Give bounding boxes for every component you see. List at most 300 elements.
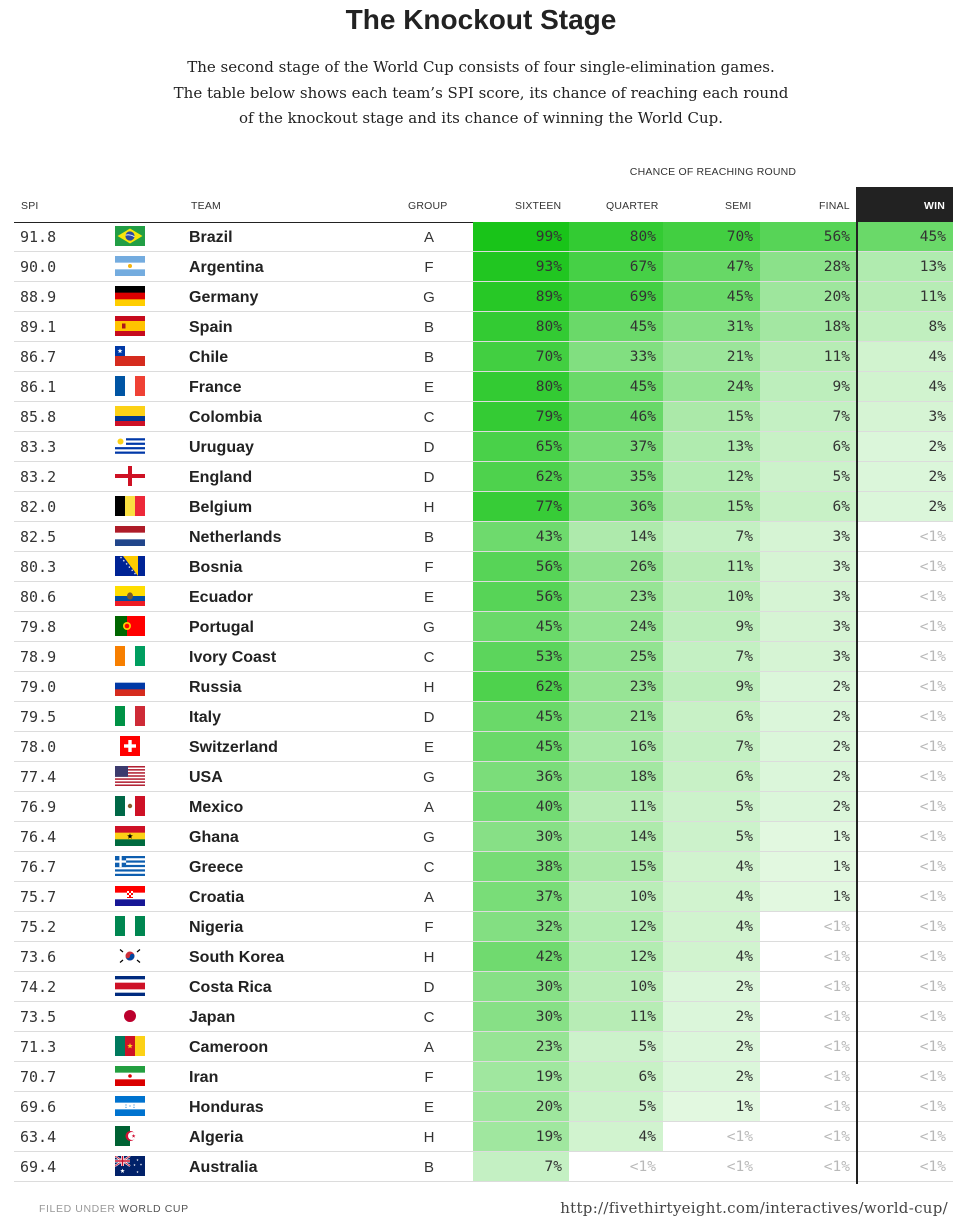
- group-letter: F: [424, 259, 434, 276]
- team-name: Japan: [189, 1009, 236, 1026]
- quarter-chance: 35%: [569, 462, 663, 491]
- filed-under: [39, 1203, 189, 1215]
- table-row: [14, 702, 953, 732]
- group-letter: G: [423, 829, 435, 846]
- australia-flag: [115, 1156, 145, 1176]
- sixteen-chance: 53%: [473, 642, 569, 671]
- quarter-chance: 33%: [569, 342, 663, 371]
- quarter-chance: 46%: [569, 402, 663, 431]
- table-row: [14, 432, 953, 462]
- win-chance: <1%: [857, 912, 953, 941]
- netherlands-flag: [115, 526, 145, 546]
- semi-chance: 13%: [663, 432, 760, 461]
- group-letter: H: [423, 949, 435, 966]
- win-chance: <1%: [857, 732, 953, 761]
- france-flag: [115, 376, 145, 396]
- sixteen-chance: 62%: [473, 672, 569, 701]
- column-header-group[interactable]: GROUP: [408, 200, 448, 212]
- spi-value: 71.3: [20, 1038, 57, 1056]
- win-chance: <1%: [857, 972, 953, 1001]
- table-row: [14, 222, 953, 252]
- quarter-chance: 6%: [569, 1062, 663, 1091]
- quarter-chance: 69%: [569, 282, 663, 311]
- semi-chance: 7%: [663, 732, 760, 761]
- group-letter: D: [423, 439, 435, 456]
- semi-chance: 2%: [663, 972, 760, 1001]
- team-name: USA: [189, 769, 223, 786]
- sixteen-chance: 45%: [473, 612, 569, 641]
- spi-value: 80.6: [20, 588, 57, 606]
- italy-flag: [115, 706, 145, 726]
- final-chance: 1%: [760, 852, 857, 881]
- table-row: [14, 402, 953, 432]
- win-chance: <1%: [857, 552, 953, 581]
- quarter-chance: 4%: [569, 1122, 663, 1151]
- semi-chance: 2%: [663, 1032, 760, 1061]
- table-row: [14, 492, 953, 522]
- final-chance: 6%: [760, 432, 857, 461]
- chance-of-reaching-header: CHANCE OF REACHING ROUND: [629, 166, 797, 178]
- japan-flag: [115, 1006, 145, 1026]
- group-letter: E: [423, 1099, 434, 1116]
- cameroon-flag: [115, 1036, 145, 1056]
- spi-value: 86.7: [20, 348, 57, 366]
- team-name: Russia: [189, 679, 242, 696]
- win-chance: <1%: [857, 1062, 953, 1091]
- final-chance: 2%: [760, 702, 857, 731]
- filed-under-label: FILED UNDER: [39, 1203, 116, 1215]
- sixteen-chance: 79%: [473, 402, 569, 431]
- final-chance: <1%: [760, 1152, 857, 1181]
- semi-chance: 6%: [663, 702, 760, 731]
- win-chance: <1%: [857, 822, 953, 851]
- column-header-sixteen[interactable]: SIXTEEN: [515, 200, 562, 212]
- table-row: [14, 792, 953, 822]
- final-chance: 56%: [760, 222, 857, 251]
- final-chance: <1%: [760, 1002, 857, 1031]
- filed-under-topic-link[interactable]: WORLD CUP: [119, 1203, 189, 1215]
- table-row: [14, 1122, 953, 1152]
- chile-flag: [115, 346, 145, 366]
- final-chance: 2%: [760, 792, 857, 821]
- win-chance: <1%: [857, 1002, 953, 1031]
- final-chance: <1%: [760, 1122, 857, 1151]
- table-row: [14, 762, 953, 792]
- sixteen-chance: 32%: [473, 912, 569, 941]
- semi-chance: <1%: [663, 1122, 760, 1151]
- win-chance: <1%: [857, 612, 953, 641]
- group-letter: F: [424, 559, 434, 576]
- team-name: Honduras: [189, 1099, 264, 1116]
- group-letter: G: [423, 769, 435, 786]
- quarter-chance: 45%: [569, 312, 663, 341]
- win-chance: 2%: [857, 432, 953, 461]
- group-letter: B: [423, 319, 434, 336]
- win-chance: <1%: [857, 942, 953, 971]
- final-chance: 11%: [760, 342, 857, 371]
- final-chance: 3%: [760, 552, 857, 581]
- win-chance: 13%: [857, 252, 953, 281]
- sixteen-chance: 40%: [473, 792, 569, 821]
- sixteen-chance: 70%: [473, 342, 569, 371]
- win-chance: 11%: [857, 282, 953, 311]
- ecuador-flag: [115, 586, 145, 606]
- quarter-chance: 10%: [569, 972, 663, 1001]
- sixteen-chance: 80%: [473, 372, 569, 401]
- table-row: [14, 972, 953, 1002]
- team-name: Australia: [189, 1159, 258, 1176]
- team-name: Spain: [189, 319, 233, 336]
- group-letter: B: [423, 529, 434, 546]
- croatia-flag: [115, 886, 145, 906]
- group-letter: C: [423, 1009, 435, 1026]
- spi-value: 76.4: [20, 828, 57, 846]
- group-letter: A: [423, 1039, 434, 1056]
- group-letter: A: [423, 229, 434, 246]
- table-row: [14, 372, 953, 402]
- table-row: [14, 282, 953, 312]
- win-chance: <1%: [857, 582, 953, 611]
- spi-value: 76.9: [20, 798, 57, 816]
- quarter-chance: 11%: [569, 1002, 663, 1031]
- iran-flag: [115, 1066, 145, 1086]
- column-header-team[interactable]: TEAM: [191, 200, 221, 212]
- sixteen-chance: 30%: [473, 972, 569, 1001]
- quarter-chance: 14%: [569, 822, 663, 851]
- final-chance: 3%: [760, 522, 857, 551]
- column-header-semi[interactable]: SEMI: [725, 200, 752, 212]
- spi-value: 89.1: [20, 318, 57, 336]
- table-row: [14, 942, 953, 972]
- ivory-coast-flag: [115, 646, 145, 666]
- quarter-chance: 36%: [569, 492, 663, 521]
- final-chance: <1%: [760, 942, 857, 971]
- team-name: Ghana: [189, 829, 239, 846]
- england-flag: [115, 466, 145, 486]
- table-row: [14, 672, 953, 702]
- final-chance: 3%: [760, 582, 857, 611]
- semi-chance: 31%: [663, 312, 760, 341]
- spi-value: 88.9: [20, 288, 57, 306]
- team-name: Nigeria: [189, 919, 244, 936]
- group-letter: H: [423, 679, 435, 696]
- team-name: Ecuador: [189, 589, 254, 606]
- win-chance: <1%: [857, 702, 953, 731]
- colombia-flag: [115, 406, 145, 426]
- teams-table: [14, 222, 953, 1182]
- spi-value: 69.4: [20, 1158, 57, 1176]
- argentina-flag: [115, 256, 145, 276]
- algeria-flag: [115, 1126, 145, 1146]
- final-chance: <1%: [760, 972, 857, 1001]
- group-letter: E: [423, 589, 434, 606]
- quarter-chance: 15%: [569, 852, 663, 881]
- semi-chance: 47%: [663, 252, 760, 281]
- quarter-chance: 12%: [569, 912, 663, 941]
- switzerland-flag: [115, 736, 145, 756]
- mexico-flag: [115, 796, 145, 816]
- semi-chance: 45%: [663, 282, 760, 311]
- win-chance: <1%: [857, 1092, 953, 1121]
- semi-chance: 5%: [663, 792, 760, 821]
- semi-chance: 4%: [663, 942, 760, 971]
- column-header-final[interactable]: FINAL: [819, 200, 850, 212]
- win-chance: 2%: [857, 462, 953, 491]
- spi-value: 69.6: [20, 1098, 57, 1116]
- sixteen-chance: 42%: [473, 942, 569, 971]
- quarter-chance: 10%: [569, 882, 663, 911]
- group-letter: C: [423, 409, 435, 426]
- team-name: South Korea: [189, 949, 285, 966]
- semi-chance: 9%: [663, 672, 760, 701]
- spi-value: 73.6: [20, 948, 57, 966]
- quarter-chance: 37%: [569, 432, 663, 461]
- final-chance: 6%: [760, 492, 857, 521]
- spain-flag: [115, 316, 145, 336]
- team-name: Netherlands: [189, 529, 282, 546]
- team-name: England: [189, 469, 253, 486]
- spi-value: 78.9: [20, 648, 57, 666]
- spi-value: 82.5: [20, 528, 57, 546]
- spi-value: 74.2: [20, 978, 57, 996]
- group-letter: G: [423, 619, 435, 636]
- quarter-chance: <1%: [569, 1152, 663, 1181]
- team-name: Germany: [189, 289, 259, 306]
- group-letter: D: [423, 709, 435, 726]
- final-chance: 7%: [760, 402, 857, 431]
- semi-chance: 11%: [663, 552, 760, 581]
- quarter-chance: 23%: [569, 672, 663, 701]
- win-column-divider: [856, 187, 858, 1184]
- table-row: [14, 1062, 953, 1092]
- win-chance: 8%: [857, 312, 953, 341]
- intro-text: [0, 55, 962, 132]
- team-name: Italy: [189, 709, 222, 726]
- table-row: [14, 642, 953, 672]
- table-row: [14, 852, 953, 882]
- spi-value: 85.8: [20, 408, 57, 426]
- group-letter: A: [423, 799, 434, 816]
- final-chance: 9%: [760, 372, 857, 401]
- win-chance: <1%: [857, 1032, 953, 1061]
- semi-chance: 9%: [663, 612, 760, 641]
- spi-value: 79.8: [20, 618, 57, 636]
- table-row: [14, 312, 953, 342]
- spi-value: 76.7: [20, 858, 57, 876]
- quarter-chance: 80%: [569, 222, 663, 251]
- sixteen-chance: 19%: [473, 1122, 569, 1151]
- final-chance: 2%: [760, 672, 857, 701]
- win-chance: <1%: [857, 642, 953, 671]
- table-header: [14, 187, 953, 223]
- table-row: [14, 612, 953, 642]
- quarter-chance: 11%: [569, 792, 663, 821]
- group-letter: C: [423, 859, 435, 876]
- team-name: Algeria: [189, 1129, 244, 1146]
- bosnia-flag: [115, 556, 145, 576]
- final-chance: 2%: [760, 762, 857, 791]
- semi-chance: 7%: [663, 642, 760, 671]
- table-row: [14, 1002, 953, 1032]
- team-name: Colombia: [189, 409, 262, 426]
- table-row: [14, 1092, 953, 1122]
- table-row: [14, 582, 953, 612]
- final-chance: 3%: [760, 642, 857, 671]
- table-row: [14, 342, 953, 372]
- spi-value: 75.7: [20, 888, 57, 906]
- table-row: [14, 1152, 953, 1182]
- sixteen-chance: 56%: [473, 552, 569, 581]
- team-name: Croatia: [189, 889, 245, 906]
- semi-chance: 15%: [663, 402, 760, 431]
- team-name: Mexico: [189, 799, 244, 816]
- win-chance: <1%: [857, 1152, 953, 1181]
- semi-chance: 15%: [663, 492, 760, 521]
- south-korea-flag: [115, 946, 145, 966]
- final-chance: 20%: [760, 282, 857, 311]
- sixteen-chance: 30%: [473, 1002, 569, 1031]
- quarter-chance: 5%: [569, 1092, 663, 1121]
- win-chance: <1%: [857, 792, 953, 821]
- sixteen-chance: 38%: [473, 852, 569, 881]
- spi-value: 73.5: [20, 1008, 57, 1026]
- spi-value: 86.1: [20, 378, 57, 396]
- spi-value: 70.7: [20, 1068, 57, 1086]
- quarter-chance: 67%: [569, 252, 663, 281]
- semi-chance: 7%: [663, 522, 760, 551]
- group-letter: H: [423, 1129, 435, 1146]
- final-chance: <1%: [760, 1032, 857, 1061]
- sixteen-chance: 77%: [473, 492, 569, 521]
- sixteen-chance: 56%: [473, 582, 569, 611]
- spi-value: 78.0: [20, 738, 57, 756]
- semi-chance: 70%: [663, 222, 760, 251]
- quarter-chance: 18%: [569, 762, 663, 791]
- sixteen-chance: 99%: [473, 222, 569, 251]
- final-chance: 5%: [760, 462, 857, 491]
- semi-chance: 4%: [663, 912, 760, 941]
- semi-chance: 4%: [663, 882, 760, 911]
- sixteen-chance: 36%: [473, 762, 569, 791]
- team-name: Bosnia: [189, 559, 243, 576]
- team-name: Costa Rica: [189, 979, 272, 996]
- win-chance: 2%: [857, 492, 953, 521]
- win-chance: <1%: [857, 852, 953, 881]
- costa-rica-flag: [115, 976, 145, 996]
- team-name: Cameroon: [189, 1039, 269, 1056]
- win-chance: <1%: [857, 672, 953, 701]
- final-chance: <1%: [760, 1092, 857, 1121]
- group-letter: C: [423, 649, 435, 666]
- sixteen-chance: 45%: [473, 732, 569, 761]
- nigeria-flag: [115, 916, 145, 936]
- semi-chance: 2%: [663, 1062, 760, 1091]
- team-name: Iran: [189, 1069, 219, 1086]
- spi-value: 90.0: [20, 258, 57, 276]
- column-header-spi[interactable]: SPI: [21, 200, 39, 212]
- sixteen-chance: 93%: [473, 252, 569, 281]
- table-row: [14, 462, 953, 492]
- sixteen-chance: 30%: [473, 822, 569, 851]
- group-letter: G: [423, 289, 435, 306]
- semi-chance: 12%: [663, 462, 760, 491]
- spi-value: 83.3: [20, 438, 57, 456]
- quarter-chance: 25%: [569, 642, 663, 671]
- win-chance: 4%: [857, 342, 953, 371]
- sixteen-chance: 65%: [473, 432, 569, 461]
- table-row: [14, 882, 953, 912]
- ghana-flag: [115, 826, 145, 846]
- win-chance: 3%: [857, 402, 953, 431]
- quarter-chance: 24%: [569, 612, 663, 641]
- win-chance: <1%: [857, 762, 953, 791]
- win-chance: 45%: [857, 222, 953, 251]
- russia-flag: [115, 676, 145, 696]
- sixteen-chance: 37%: [473, 882, 569, 911]
- team-name: Switzerland: [189, 739, 278, 756]
- portugal-flag: [115, 616, 145, 636]
- team-name: France: [189, 379, 242, 396]
- table-row: [14, 1032, 953, 1062]
- greece-flag: [115, 856, 145, 876]
- team-name: Argentina: [189, 259, 264, 276]
- sixteen-chance: 7%: [473, 1152, 569, 1181]
- sixteen-chance: 20%: [473, 1092, 569, 1121]
- quarter-chance: 23%: [569, 582, 663, 611]
- column-header-quarter[interactable]: QUARTER: [606, 200, 659, 212]
- final-chance: 18%: [760, 312, 857, 341]
- quarter-chance: 26%: [569, 552, 663, 581]
- belgium-flag: [115, 496, 145, 516]
- spi-value: 79.0: [20, 678, 57, 696]
- group-letter: B: [423, 349, 434, 366]
- semi-chance: 6%: [663, 762, 760, 791]
- semi-chance: 2%: [663, 1002, 760, 1031]
- group-letter: D: [423, 979, 435, 996]
- win-chance: 4%: [857, 372, 953, 401]
- sixteen-chance: 23%: [473, 1032, 569, 1061]
- final-chance: 1%: [760, 882, 857, 911]
- semi-chance: 5%: [663, 822, 760, 851]
- quarter-chance: 14%: [569, 522, 663, 551]
- final-chance: 2%: [760, 732, 857, 761]
- spi-value: 80.3: [20, 558, 57, 576]
- sixteen-chance: 43%: [473, 522, 569, 551]
- sixteen-chance: 45%: [473, 702, 569, 731]
- source-url: http://fivethirtyeight.com/interactives/world-cup/: [560, 1199, 948, 1217]
- final-chance: 1%: [760, 822, 857, 851]
- spi-value: 82.0: [20, 498, 57, 516]
- honduras-flag: [115, 1096, 145, 1116]
- usa-flag: [115, 766, 145, 786]
- semi-chance: 4%: [663, 852, 760, 881]
- column-header-win[interactable]: WIN: [857, 187, 953, 222]
- sixteen-chance: 80%: [473, 312, 569, 341]
- final-chance: 28%: [760, 252, 857, 281]
- win-chance: <1%: [857, 1122, 953, 1151]
- semi-chance: <1%: [663, 1152, 760, 1181]
- table-row: [14, 522, 953, 552]
- intro-line: The table below shows each team’s SPI score, its chance of reaching each round: [173, 83, 789, 102]
- spi-value: 91.8: [20, 228, 57, 246]
- intro-line: of the knockout stage and its chance of winning the World Cup.: [238, 109, 724, 127]
- group-letter: H: [423, 499, 435, 516]
- win-chance: <1%: [857, 882, 953, 911]
- group-letter: E: [423, 379, 434, 396]
- spi-value: 63.4: [20, 1128, 57, 1146]
- group-letter: D: [423, 469, 435, 486]
- quarter-chance: 12%: [569, 942, 663, 971]
